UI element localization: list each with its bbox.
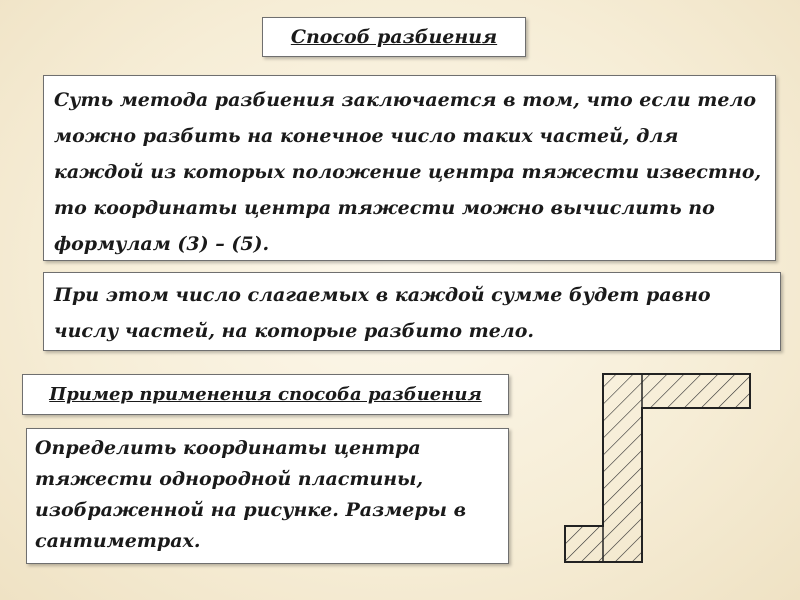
- example-title: Пример применения способа разбиения: [49, 384, 482, 405]
- method-description: [43, 75, 776, 261]
- task-text: Определить координаты центра тяжести однородной пластины, изображенной на рисунке. Размеры в сантиметрах.: [35, 437, 467, 552]
- example-title-box: [22, 374, 509, 415]
- plate-figure: [556, 366, 756, 566]
- plate-shape: [565, 374, 750, 562]
- task-box: [26, 428, 509, 564]
- sum-note: [43, 272, 781, 351]
- method-description-text: Суть метода разбиения заключается в том, что если тело можно разбить на конечное число таких частей, для каждой из которых положение центра тяжести известно, то координаты центра тяжести можно вычислить по формулам (3) – (5).: [54, 89, 762, 255]
- slide-title: Способ разбиения: [290, 26, 498, 48]
- sum-note-text: При этом число слагаемых в каждой сумме будет равно числу частей, на которые разбито тело.: [54, 284, 711, 342]
- slide-title-box: [262, 17, 526, 57]
